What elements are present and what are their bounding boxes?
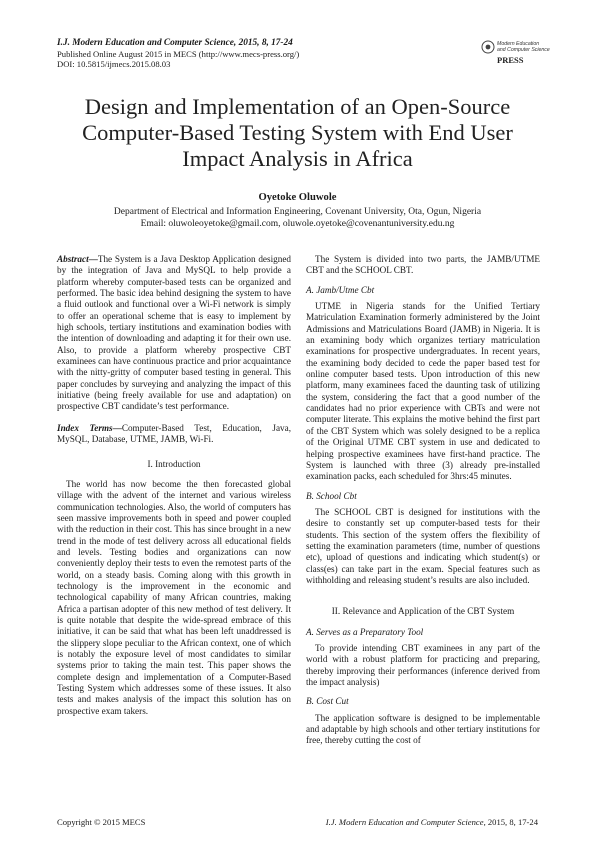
index-terms-text: Computer-Based Test, Education, Java, MySQL, Database, UTME, JAMB, Wi-Fi.	[57, 422, 292, 445]
jamb-paragraph: UTME in Nigeria stands for the Unified Tertiary Matriculation Examination formerly administered by the Joint Admissions and Matriculations Board (JAMB) in Nigeria. It is an examining body which organizes tertiary matriculation examinations for prospective undergraduates. In recent years, the examining body decided to cede the paper based test for online computer based tests. Upon introduction of this new platform, many examinees faced the daunting task of utilizing the system, considering the fact that a good number of the candidates had no prior experience with CBTs and were not computer literate. This explains the motive behind the first part of the CBT System which was solely designed to be a replica of the Original UTME CBT system in use and dedicated to helping prospective examinees have first-hand practice. The System is launched with three (3) already pre-installed examination packs, each scheduled for 3hrs:45 minutes.	[306, 301, 540, 482]
author-name: Oyetoke Oluwole	[258, 192, 337, 203]
preparatory-paragraph: To provide intending CBT examinees in any part of the world with a robust platform for practicing and preparing, thereby improving their performances (inference derived from the impact analysis)	[306, 642, 540, 687]
logo-line2: and Computer Science	[497, 47, 550, 53]
title-line-1: Design and Implementation of an Open-Source	[84, 94, 511, 119]
section-heading-introduction: I. Introduction	[147, 458, 201, 469]
journal-citation	[57, 37, 457, 49]
footer-journal	[288, 817, 538, 827]
index-terms-label: Index Terms	[57, 422, 113, 433]
subsection-heading-jamb: A. Jamb/Utme Cbt	[306, 284, 375, 295]
footer-copyright: Copyright © 2015 MECS	[57, 817, 146, 827]
footer-journal-issue: , 2015, 8, 17-24	[483, 817, 538, 827]
left-column	[57, 254, 291, 717]
right-column	[306, 254, 540, 747]
journal-issue: , 2015, 8, 17-24	[233, 38, 293, 48]
index-terms: Index Terms—Computer-Based Test, Education, Java, MySQL, Database, UTME, JAMB, Wi-Fi.	[57, 422, 292, 445]
abstract-text: The System is a Java Desktop Application designed by the integration of Java and MySQL to help provide a platform whereby computer-based tests can be organized and performed. The basic idea behind designing the system to have a fluid outlook and functional over a Wi-Fi network is simply to offer an operational scheme that is easy to implement by high schools, tertiary institutions and examination bodies with the intention of downloading and adapting it for their own use. Also, to provide a platform whereby prospective CBT examinees can have continuous practice and prior acquaintance with the nitty-gritty of computer based testing in general. This paper concludes by surveying and analyzing the impact of this initiative (being freely available for use and adaptation) on prospective CBT candidate’s test performance.	[57, 254, 291, 412]
publication-info: Published Online August 2015 in MECS (http://www.mecs-press.org/)	[57, 48, 300, 59]
title-line-3: Impact Analysis in Africa	[182, 146, 413, 171]
publisher-logo	[480, 37, 550, 69]
journal-name: I.J. Modern Education and Computer Science	[57, 38, 234, 48]
abstract-label: Abstract	[57, 254, 89, 264]
author-email: Email: oluwoleoyetoke@gmail.com, oluwole.oyetoke@covenantuniversity.edu.ng	[140, 218, 455, 229]
title-line-2: Computer-Based Testing System with End User	[82, 120, 513, 145]
footer-journal-name: I.J. Modern Education and Computer Science	[325, 817, 484, 827]
logo-line1: Modern Education	[497, 41, 540, 47]
affiliation: Department of Electrical and Information Engineering, Covenant University, Ota, Ogun, Nigeria	[113, 207, 482, 217]
system-intro-paragraph: The System is divided into two parts, the JAMB/UTME CBT and the SCHOOL CBT.	[306, 254, 540, 276]
author-affiliation-block	[0, 207, 595, 230]
logo-mark: PRESS	[497, 55, 524, 65]
abstract: Abstract—The System is a Java Desktop Application designed by the integration of Java and MySQL to help provide a platform whereby computer-based tests can be organized and performed. The basic idea behind designing the system to have a fluid outlook and functional over a Wi-Fi network is simply to offer an operational scheme that is easy to implement by high schools, tertiary institutions and examination bodies with the intention of downloading and adapting it for their own use. Also, to provide a platform whereby prospective CBT examinees can have continuous practice and prior acquaintance with the nitty-gritty of computer based testing in general. This paper concludes by surveying and analyzing the impact of this initiative (being freely available for use and adaptation) on prospective CBT candidate’s test performance.	[57, 254, 291, 412]
school-paragraph: The SCHOOL CBT is designed for institutions with the desire to constantly set up computer-based tests for their students. This section of the system offers the flexibility of setting the examination parameters (time, number of questions etc), upload of questions and indicating which student(s) or class(es) can take part in the exam. Special features such as withholding and releasing student’s results are also included.	[306, 506, 540, 585]
subsection-heading-cost: B. Cost Cut	[306, 696, 349, 707]
paper-title	[40, 94, 555, 172]
introduction-paragraph: The world has now become the then forecasted global village with the advent of the internet and various wireless communication technologies. Also, the world of computers has seen massive improvements both in speed and power coupled with the reduction in their cost. This has since brought in a new trend in the mode of test delivery across all educational fields and levels. Testing bodies and organizations can now conveniently deploy their tests to even the remotest parts of the world, on a steady basis. Coming along with this growth in technology is the improvement in the economic and technological capability of many African countries, making Africa a partisan adopter of this new method of test delivery. It is quite notable that despite the wide-spread embrace of this initiative, it can be said that what has been left unaddressed is the slippery slope peculiar to the African context, one of which is notably the exposure level of most candidates to similar systems prior to taking the main test. This paper shows the complete design and implementation of a Computer-Based Testing System which addresses some of these issues. It also tests and makes analysis of the impact this solution has on prospective exam takers.	[57, 478, 291, 716]
journal-header	[57, 37, 457, 70]
subsection-heading-school: B. School Cbt	[306, 490, 357, 501]
cost-paragraph: The application software is designed to be implementable and adaptable by high schools and other tertiary institutions for free, thereby cutting the cost of	[306, 712, 540, 746]
section-heading-relevance: II. Relevance and Application of the CBT System	[331, 606, 515, 617]
subsection-heading-preparatory: A. Serves as a Preparatory Tool	[306, 626, 424, 637]
doi: DOI: 10.5815/ijmecs.2015.08.03	[57, 59, 171, 70]
